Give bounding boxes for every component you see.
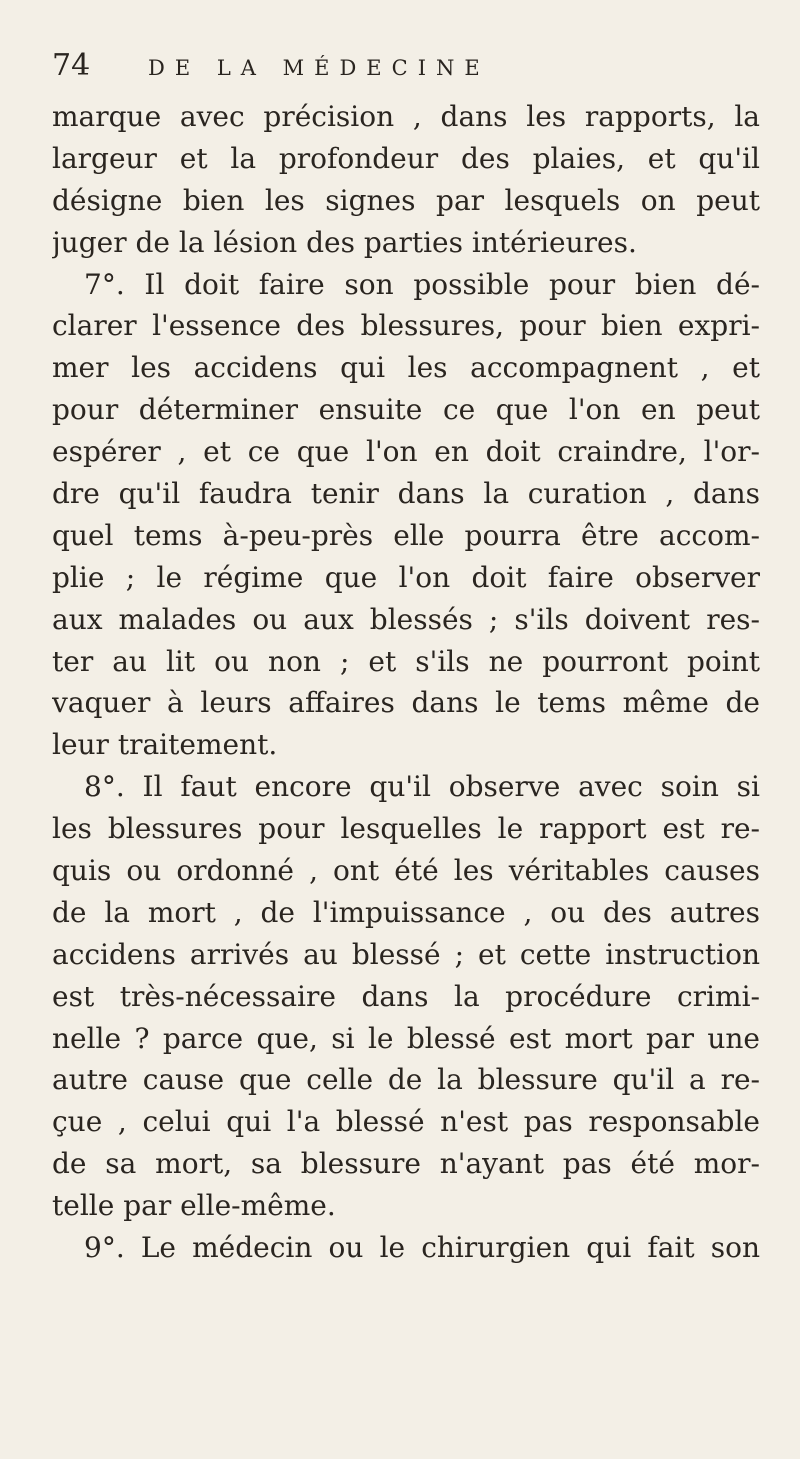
text-line-9: espérer , et ce que l'on en doit craindre, l'or- — [52, 435, 760, 469]
text-line-19: quis ou ordonné , ont été les véritables causes — [52, 854, 760, 888]
text-line-17: 8°. Il faut encore qu'il observe avec soin si — [84, 770, 760, 804]
text-line-6: clarer l'essence des blessures, pour bien expri- — [52, 309, 760, 343]
text-line-4: juger de la lésion des parties intérieures. — [52, 225, 637, 259]
text-line-16: leur traitement. — [52, 728, 278, 762]
text-line-2: largeur et la profondeur des plaies, et qu'il — [52, 141, 760, 175]
text-line-3: désigne bien les signes par lesquels on peut — [52, 183, 760, 217]
page-number: 74 — [52, 48, 91, 83]
text-line-25: çue , celui qui l'a blessé n'est pas responsable — [52, 1105, 760, 1139]
text-line-5: 7°. Il doit faire son possible pour bien dé- — [84, 267, 760, 301]
text-line-24: autre cause que celle de la blessure qu'il a re- — [52, 1063, 760, 1097]
text-line-15: vaquer à leurs affaires dans le tems même de — [52, 686, 760, 720]
text-line-28: 9°. Le médecin ou le chirurgien qui fait son — [84, 1231, 760, 1265]
text-line-23: nelle ? parce que, si le blessé est mort par une — [52, 1021, 760, 1055]
text-line-7: mer les accidens qui les accompagnent , et — [52, 351, 760, 385]
text-line-1: marque avec précision , dans les rapports, la — [52, 100, 760, 133]
text-line-14: ter au lit ou non ; et s'ils ne pourront point — [52, 644, 760, 678]
text-line-12: plie ; le régime que l'on doit faire observer — [52, 560, 760, 594]
text-line-10: dre qu'il faudra tenir dans la curation , dans — [52, 477, 760, 511]
running-head — [52, 48, 760, 88]
text-line-8: pour déterminer ensuite ce que l'on en peut — [52, 393, 760, 427]
running-title: DE LA MÉDECINE — [148, 56, 490, 80]
text-line-18: les blessures pour lesquelles le rapport est re- — [52, 812, 760, 846]
text-line-27: telle par elle-même. — [52, 1189, 336, 1223]
text-line-13: aux malades ou aux blessés ; s'ils doivent res- — [52, 602, 760, 636]
text-line-20: de la mort , de l'impuissance , ou des autres — [52, 895, 760, 929]
text-line-21: accidens arrivés au blessé ; et cette instruction — [52, 937, 760, 971]
body-text — [52, 96, 760, 1269]
text-line-11: quel tems à-peu-près elle pourra être accom- — [52, 518, 760, 552]
text-line-26: de sa mort, sa blessure n'ayant pas été mor- — [52, 1147, 760, 1181]
text-line-22: est très-nécessaire dans la procédure crimi- — [52, 979, 760, 1013]
